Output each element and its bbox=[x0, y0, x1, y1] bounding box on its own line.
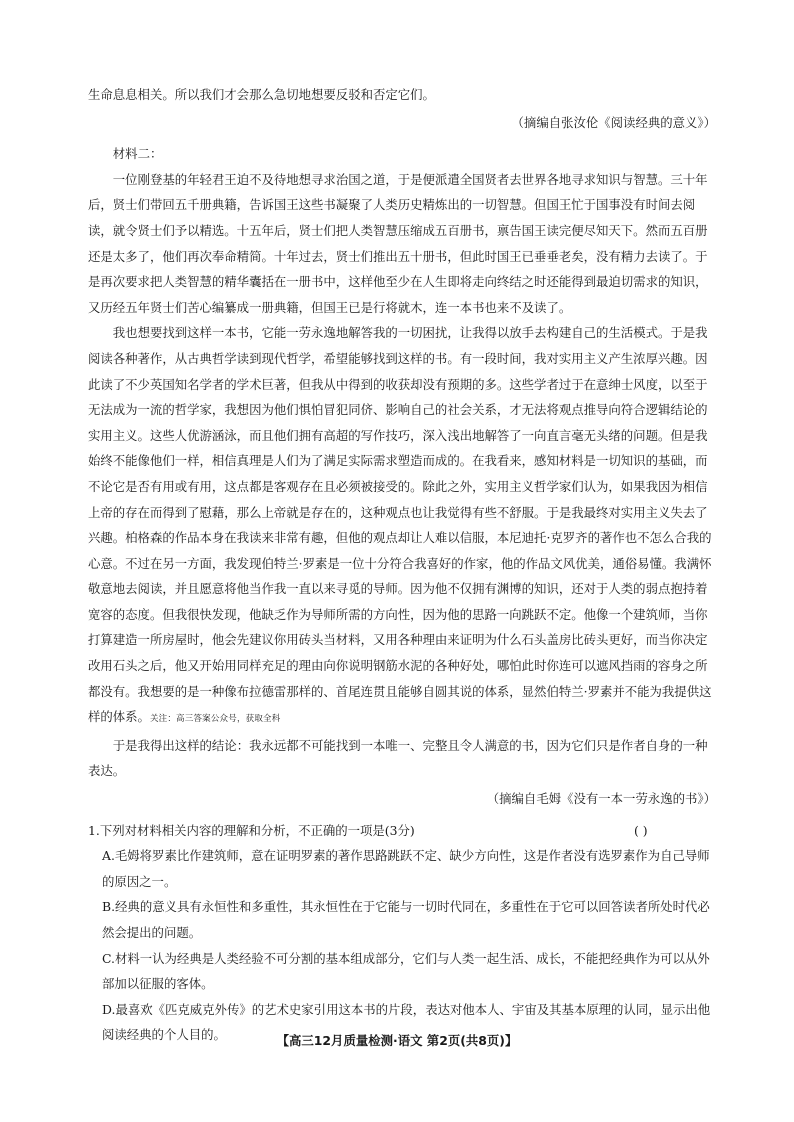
option-c bbox=[88, 946, 716, 997]
material2-title: 材料二： bbox=[112, 146, 163, 162]
option-b-label: B. bbox=[102, 899, 116, 915]
option-d-text: 最喜欢《匹克威克外传》的艺术史家引用这本书的片段，表达对他本人、宇宙及其基本原理的认同，显示出他阅读经典的个人目的。 bbox=[102, 1001, 711, 1043]
option-b-text: 经典的意义具有永恒性和多重性，其永恒性在于它能与一切时代同在，多重性在于它可以回答读者所处时代必然会提出的问题。 bbox=[102, 899, 710, 940]
option-b bbox=[88, 894, 716, 945]
material2-paragraph-3: 于是我得出这样的结论：我永远都不可能找到一本唯一、完整且令人满意的书，因为它们只是作者自身的一种表达。 bbox=[88, 737, 708, 779]
answer-parentheses: ( ) bbox=[634, 822, 648, 838]
option-c-label: C. bbox=[102, 950, 115, 966]
question-1-stem bbox=[88, 818, 716, 844]
page-footer: 【高三12月质量检测·语文 第2页(共8页)】 bbox=[276, 1033, 518, 1048]
option-a-label: A. bbox=[102, 848, 115, 864]
watermark-text: 关注：高三答案公众号，获取全科 bbox=[149, 714, 281, 725]
option-a bbox=[88, 843, 716, 894]
option-a-text: 毛姆将罗素比作建筑师，意在证明罗素的著作思路跳跃不定、缺少方向性，这是作者没有选罗素作为自己导师的原因之一。 bbox=[102, 848, 710, 889]
material2-paragraph-2 bbox=[88, 320, 716, 733]
material1-source: （摘编自张汝伦《阅读经典的意义》） bbox=[511, 114, 716, 130]
option-c-text: 材料一认为经典是人类经验不可分割的基本组成部分，它们与人类一起生活、成长，不能把经典作为可以从外部加以征服的客体。 bbox=[102, 950, 710, 992]
material1-tail-text: 生命息息相关。所以我们才会那么急切地想要反驳和否定它们。 bbox=[88, 87, 435, 102]
material2-paragraph-1: 一位刚登基的年轻君王迫不及待地想寻求治国之道，于是便派遣全国贤者去世界各地寻求知识与智慧。三十年后，贤士们带回五千册典籍，告诉国王这些书凝聚了人类历史精炼出的一切智慧。但国王忙于国事没有时间去阅读，就令贤士们予以精选。十五年后，贤士们把人类智慧压缩成五百册书，禀告国王读完便尽知天下。然而五百册还是太多了，他们再次奉命精简。十年过去，贤士们推出五十册书，但此时国王已垂垂老矣，没有精力去读了。于是再次要求把人类智慧的精华囊括在一册书中，这样他至少在人生即将走向终结之时还能得到最迫切需求的知识，又历经五年贤士们苦心编纂成一册典籍，但国王已是行将就木，连一本书也来不及读了。 bbox=[88, 171, 708, 315]
exam-page bbox=[88, 82, 716, 1048]
material2-source: （摘编自毛姆《没有一本一劳永逸的书》） bbox=[486, 791, 716, 807]
material2-paragraph-2-text: 我也想要找到这样一本书，它能一劳永逸地解答我的一切困扰，让我得以放手去构建自己的生活模式。于是我阅读各种著作，从古典哲学读到现代哲学，希望能够找到这样的书。有一段时间，我对实用主义产生浓厚兴趣。因此读了不少英国知名学者的学术巨著，但我从中得到的收获却没有预期的多。这些学者过于在意绅士风度，以至于无法成为一流的哲学家，我想因为他们惧怕冒犯同侪、影响自己的社会关系，才无法将观点推导向符合逻辑结论的实用主义。这些人优游涵泳，而且他们拥有高超的写作技巧，深入浅出地解答了一向直言毫无头绪的问题。但是我始终不能像他们一样，相信真理是人们为了满足实际需求塑造而成的。在我看来，感知材料是一切知识的基础，而不论它是否有用或有用，这点都是客观存在且必须被接受的。除此之外，实用主义哲学家们认为，如果我因为相信上帝的存在而得到了慰藉，那么上帝就是存在的，这种观点也让我觉得有些不舒服。于是我最终对实用主义失去了兴趣。柏格森的作品本身在我读来非常有趣，但他的观点却让人难以信服，本尼迪托·克罗齐的著作也不怎么合我的心意。不过在另一方面，我发现伯特兰·罗素是一位十分符合我喜好的作家，他的作品文风优美，通俗易懂。我满怀敬意地去阅读，并且愿意将他当作我一直以来寻觅的导师。因为他不仅拥有渊博的知识，还对于人类的弱点抱持着宽容的态度。但我很快发现，他缺乏作为导师所需的方向性，因为他的思路一向跳跃不定。他像一个建筑师，当你打算建造一所房屋时，他会先建议你用砖头当材料，又用各种理由来证明为什么石头盖房比砖头更好，而当你决定改用石头之后，他又开始用同样充足的理由向你说明钢筋水泥的各种好处，哪怕此时你连可以遮风挡雨的容身之所都没有。我想要的是一种像布拉德雷那样的、首尾连贯且能够自圆其说的体系，显然伯特兰·罗素并不能为我提供这样的体系。 bbox=[88, 325, 712, 725]
option-d-label: D. bbox=[102, 1001, 116, 1017]
question-1-text: 1.下列对材料相关内容的理解和分析，不正确的一项是(3分) bbox=[88, 822, 415, 838]
